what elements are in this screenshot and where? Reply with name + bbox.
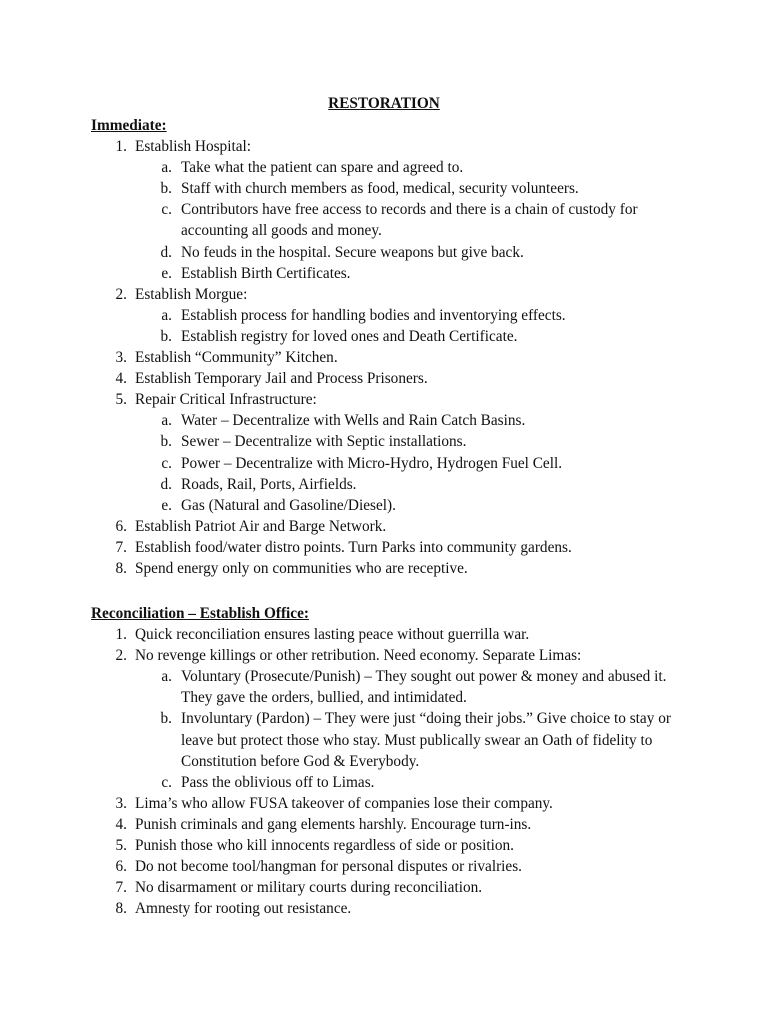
section-immediate — [91, 115, 691, 579]
sub-list-item: b. Involuntary (Pardon) – They were just “doing their jobs.” Give choice to stay or leave but protect those who stay. Must publically swear an Oath of fidelity to Constitution before God & Everybody. — [160, 710, 671, 770]
sub-list-item: c. Contributors have free access to records and there is a chain of custody for accounting all goods and money. — [161, 201, 638, 240]
sub-list-item: c. Power – Decentralize with Micro-Hydro, Hydrogen Fuel Cell. — [161, 454, 563, 472]
document-title: RESTORATION — [328, 95, 440, 112]
list-item: 7. Establish food/water distro points. Turn Parks into community gardens. — [115, 538, 572, 556]
sub-list-item: e. Gas (Natural and Gasoline/Diesel). — [161, 496, 396, 514]
list-item: 5. Punish those who kill innocents regardless of side or position. — [115, 837, 514, 855]
list-item: 6. Do not become tool/hangman for personal disputes or rivalries. — [115, 858, 523, 876]
list-item: 4. Punish criminals and gang elements harshly. Encourage turn-ins. — [115, 815, 532, 833]
sub-list-item: d. No feuds in the hospital. Secure weapons but give back. — [160, 243, 524, 261]
list-item: 4. Establish Temporary Jail and Process Prisoners. — [115, 370, 428, 388]
list-item: 3. Lima’s who allow FUSA takeover of companies lose their company. — [115, 794, 553, 812]
section-heading: Immediate: — [91, 117, 167, 134]
sub-list-item: c. Pass the oblivious off to Limas. — [161, 773, 375, 791]
list-item: 5. Repair Critical Infrastructure: — [115, 391, 317, 409]
sub-list-item: a. Take what the patient can spare and agreed to. — [161, 159, 464, 177]
section-heading: Reconciliation – Establish Office: — [91, 605, 309, 622]
list-item: 6. Establish Patriot Air and Barge Network. — [115, 517, 387, 535]
list-item: 3. Establish “Community” Kitchen. — [115, 349, 338, 367]
list-item: 1. Establish Hospital: — [115, 138, 251, 156]
sub-list-item: a. Water – Decentralize with Wells and Rain Catch Basins. — [161, 412, 526, 430]
sub-list-item: b. Establish registry for loved ones and Death Certificate. — [160, 327, 518, 345]
sub-list-item: a. Establish process for handling bodies and inventorying effects. — [161, 306, 566, 324]
sub-list-item: b. Staff with church members as food, medical, security volunteers. — [160, 180, 579, 198]
list-item: 8. Spend energy only on communities who are receptive. — [115, 559, 468, 577]
sub-list-item: d. Roads, Rail, Ports, Airfields. — [160, 475, 357, 493]
sub-list-item: a. Voluntary (Prosecute/Punish) – They sought out power & money and abused it. They gave the orders, bullied, and intimidated. — [161, 668, 667, 707]
list-item: 8. Amnesty for rooting out resistance. — [115, 900, 352, 918]
list-item: 2. No revenge killings or other retribution. Need economy. Separate Limas: — [115, 647, 582, 665]
list-item: 7. No disarmament or military courts during reconciliation. — [115, 879, 483, 897]
list-item: 2. Establish Morgue: — [115, 285, 248, 303]
sub-list-item: e. Establish Birth Certificates. — [161, 264, 351, 282]
sub-list-item: b. Sewer – Decentralize with Septic installations. — [160, 433, 467, 451]
list-item: 1. Quick reconciliation ensures lasting peace without guerrilla war. — [115, 626, 530, 644]
section-reconciliation — [91, 603, 691, 919]
